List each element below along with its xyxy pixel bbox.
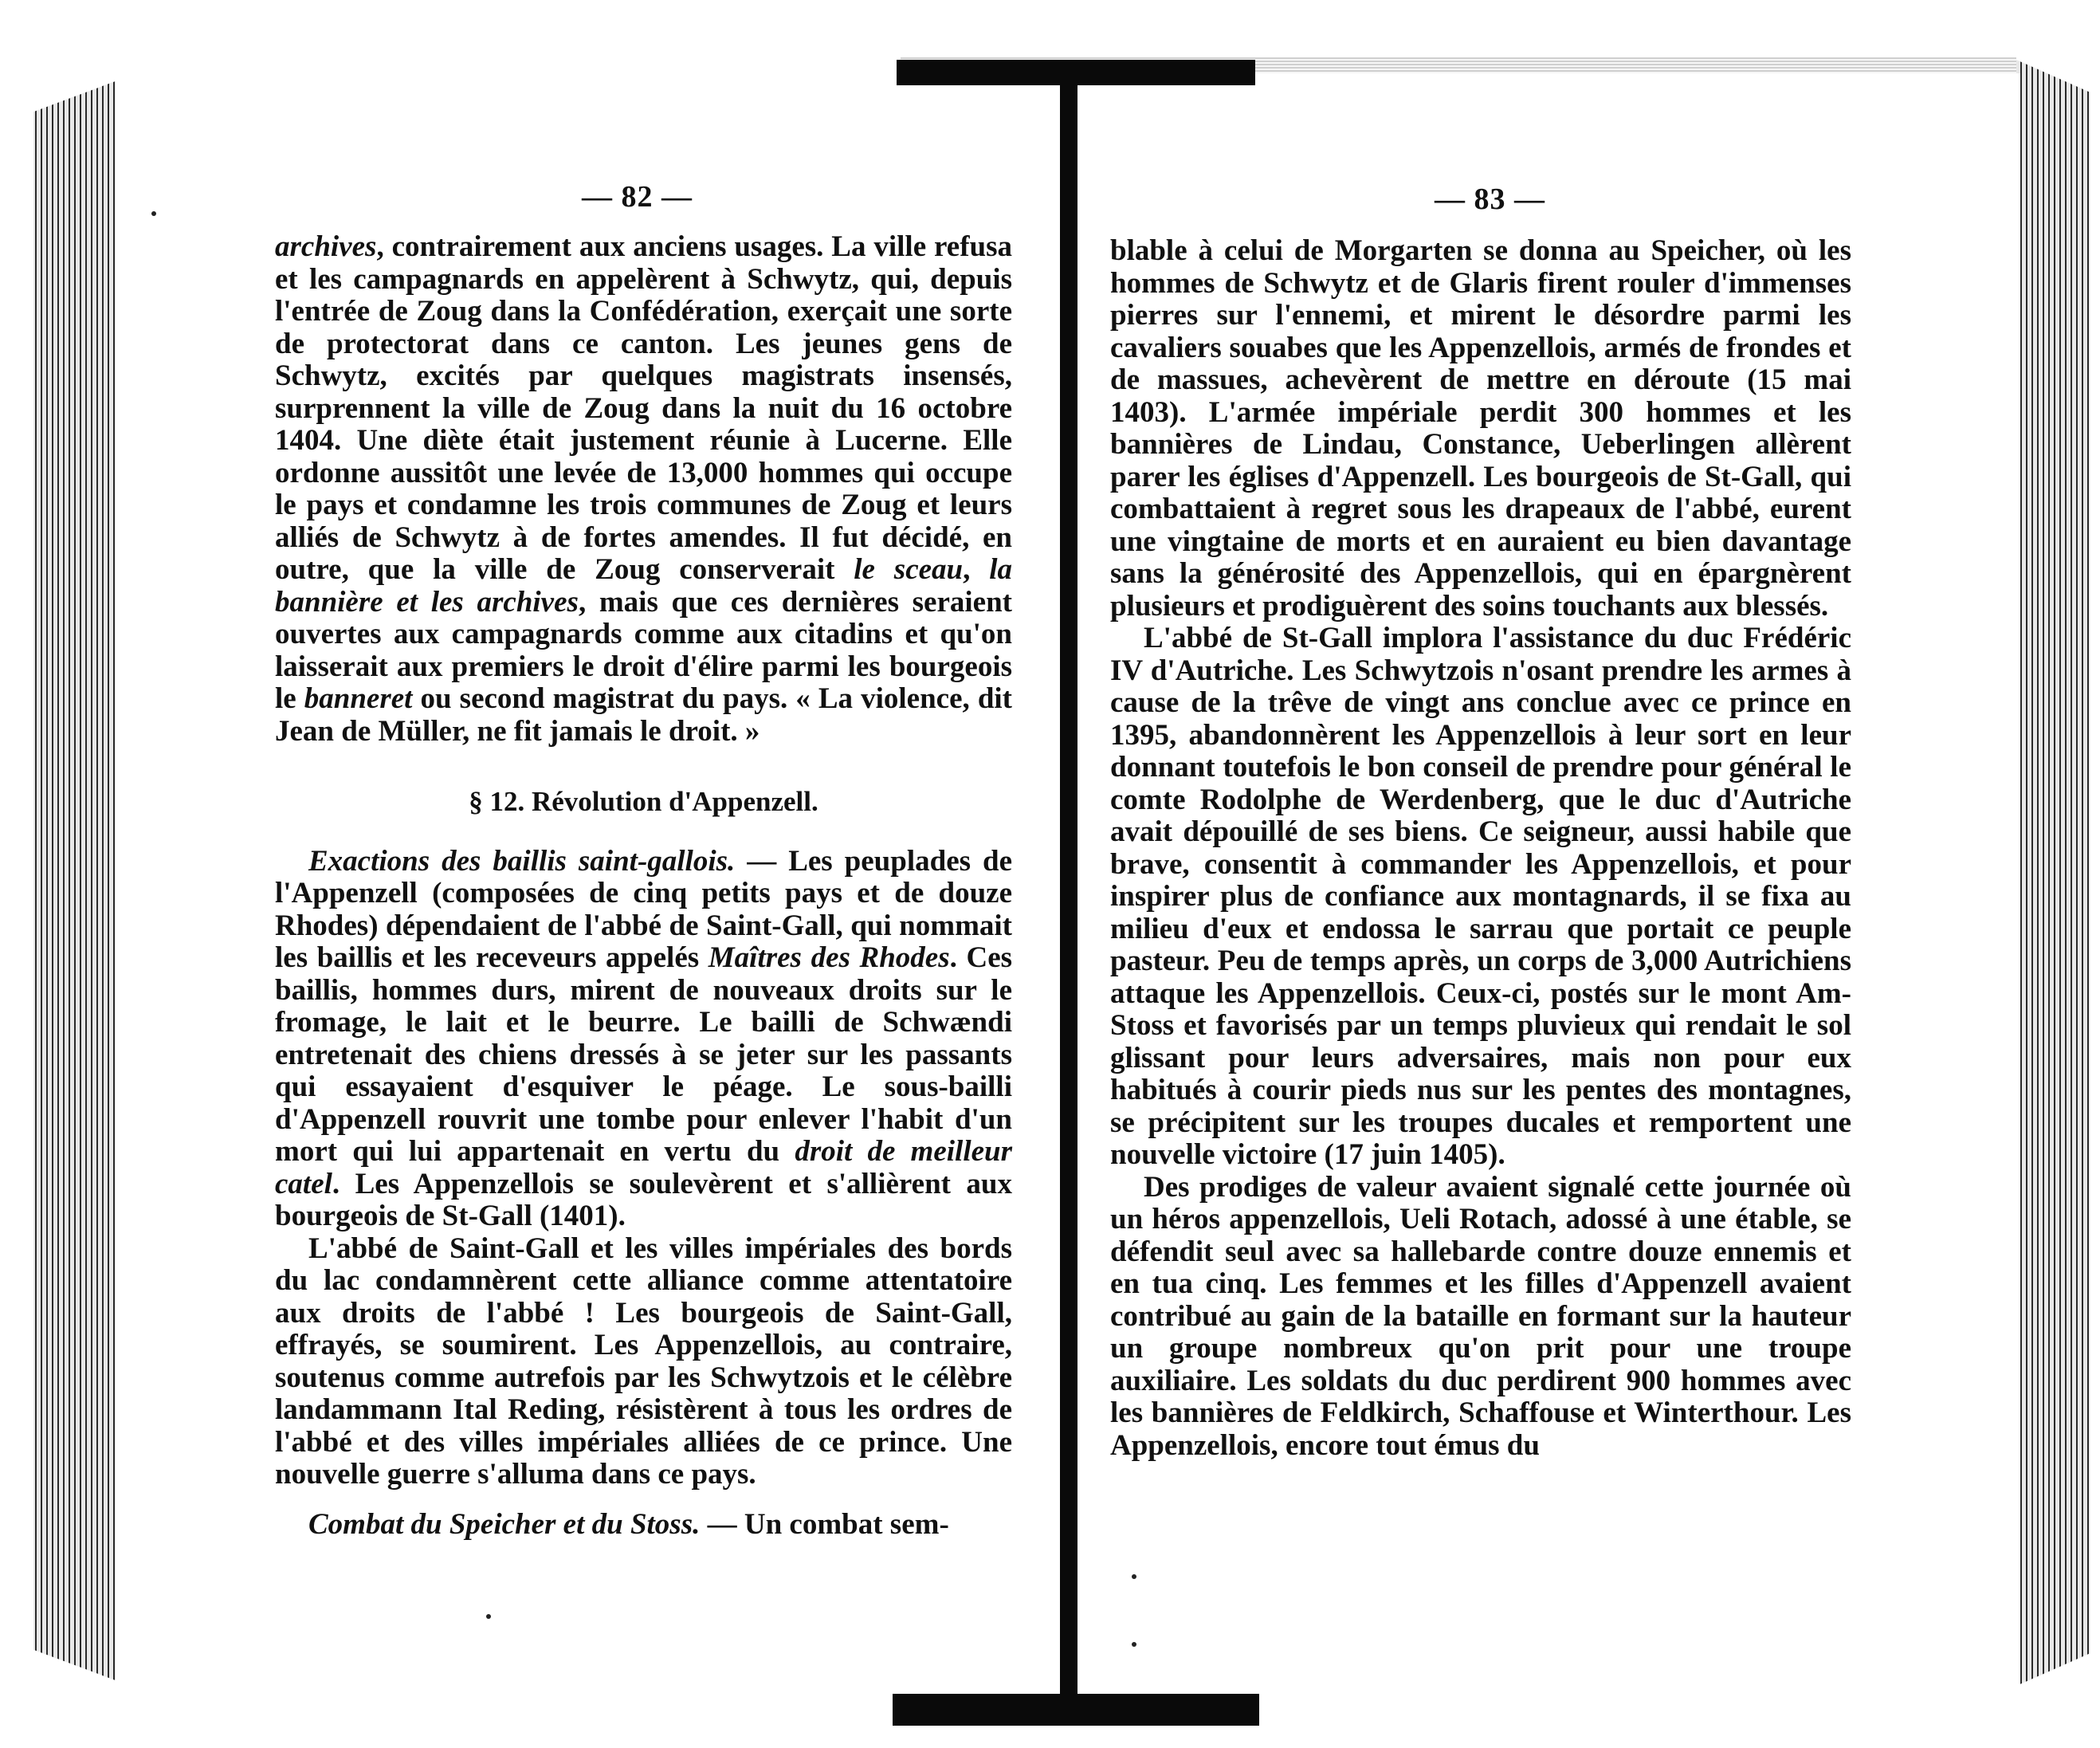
paragraph: blable à celui de Morgarten se donna au Speicher, où les hommes de Schwytz et de Glaris firent rouler d'immenses pierres sur l'ennemi, et mirent le désordre parmi les cavaliers souabes que les Appenzellois, armés de frondes et de massues, achevèrent de mettre en déroute (15 mai 1403). L'armée impériale perdit 300 hommes et les bannières de Lindau, Constance, Ueberlingen allèrent parer les églises d'Appenzell. Les bourgeois de St-Gall, qui combattaient à regret sous les drapeaux de l'abbé, eurent une vingtaine de morts et en auraient eu bien davantage sans la générosité des Appenzellois, qui en épargnèrent plusieurs et prodiguèrent des soins touchants aux blessés. xyxy=(1110,234,1851,623)
right-page-text xyxy=(1110,235,1851,1462)
page-number-right: — 83 — xyxy=(1435,183,1545,216)
italic-term: droit de meilleur catel xyxy=(275,1135,1012,1200)
book-gutter xyxy=(1060,80,1077,1698)
page-number-left: — 82 — xyxy=(582,180,693,214)
run-in-heading: Combat du Speicher et du Stoss. xyxy=(308,1507,701,1541)
scan-speck xyxy=(151,211,156,216)
text-run: . Ces baillis, hommes durs, mirent de nouveaux droits sur le fromage, le lait et le beurre. Le bailli de Schwændi entretenait des chiens dressés à se jeter sur les passants qui essayaient d'esquiver le péage. Le sous-bailli d'Appenzell rouvrit une tombe pour enlever l'habit d'un mort qui lui appartenait en vertu du xyxy=(275,941,1013,1168)
italic-term: Maîtres des Rhodes xyxy=(708,941,950,974)
section-heading: § 12. Révolution d'Appenzell. xyxy=(469,786,818,817)
text-run: . Les Appenzellois se soulevèrent et s'allièrent aux bourgeois de St-Gall (1401). xyxy=(275,1167,1012,1232)
italic-term: archives xyxy=(275,230,377,263)
paragraph xyxy=(275,846,1012,1233)
italic-term: banneret xyxy=(304,682,413,715)
run-in-heading: Exactions des baillis saint-gallois. xyxy=(308,844,736,878)
scan-speck xyxy=(1132,1642,1136,1647)
text-run: , mais que ces dernières seraient ouvertes aux campagnards comme aux citadins et qu'on laisserait aux premiers le droit d'élire parmi les bourgeois le xyxy=(275,585,1012,715)
italic-term: le sceau xyxy=(854,553,964,586)
binding-bottom xyxy=(893,1694,1259,1726)
left-page-block-edge xyxy=(24,80,120,1682)
left-page-text xyxy=(275,231,1012,1541)
paragraph: Des prodiges de valeur avaient signalé cette journée où un héros appenzellois, Ueli Rotach, adossé à une étable, se défendit seul avec sa hallebarde contre douze ennemis et en tua cinq. Les femmes et les filles d'Appenzell avaient contribué au gain de la bataille en formant sur la hauteur un groupe nombreux qu'on prit pour une troupe auxiliaire. Les soldats du duc perdirent 900 hommes avec les bannières de Feldkirch, Schaffouse et Winterthour. Les Appenzellois, encore tout émus du xyxy=(1110,1170,1851,1462)
paragraph xyxy=(275,231,1012,748)
text-run: , xyxy=(963,553,990,586)
text-run: , contrairement aux anciens usages. La ville refusa et les campagnards en appelèrent à Schwytz, qui, depuis l'entrée de Zoug dans la Confédération, exerçait une sorte de protectorat dans ce canton. Les jeunes gens de Schwytz, excités par quelques magistrats insensés, surprennent la ville de Zoug dans la nuit du 16 octobre 1404. Une diète était justement réunie à Lucerne. Elle ordonne aussitôt une levée de 13,000 hommes qui occupe le pays et condamne les trois communes de Zoug et leurs alliés de Schwytz à de fortes amendes. Il fut décidé, en outre, que la ville de Zoug conserverait xyxy=(275,230,1012,586)
scan-speck xyxy=(1132,1574,1136,1579)
text-run: — Un combat sem- xyxy=(700,1507,949,1541)
text-run: — Les peuplades de l'Appenzell (composées de cinq petits pays et de douze Rhodes) dépendaient de l'abbé de Saint-Gall, qui nommait les baillis et les receveurs appelés xyxy=(275,844,1012,974)
paragraph: L'abbé de Saint-Gall et les villes impériales des bords du lac condamnèrent cette alliance comme attentatoire aux droits de l'abbé ! Les bourgeois de Saint-Gall, effrayés, se soumirent. Les Appenzellois, au contraire, soutenus comme autrefois par les Schwytzois et le célèbre landammann Ital Reding, résistèrent à tous les ordres de l'abbé et des villes impériales alliées de ce prince. Une nouvelle guerre s'alluma dans ce pays. xyxy=(275,1231,1012,1491)
right-page-block-edge xyxy=(2016,60,2100,1686)
paragraph xyxy=(275,1509,1012,1542)
text-run: ou second magistrat du pays. « La violence, dit Jean de Müller, ne fit jamais le droit. » xyxy=(275,682,1013,748)
italic-term: la bannière et les archives xyxy=(275,553,1013,619)
scan-speck xyxy=(486,1614,491,1619)
paragraph: L'abbé de St-Gall implora l'assistance du duc Frédéric IV d'Autriche. Les Schwytzois n'osant prendre les armes à cause de la trêve de vingt ans conclue avec ce prince en 1395, abandonnèrent les Appenzellois à leur sort en leur donnant toutefois le bon conseil de prendre pour général le comte Rodolphe de Werdenberg, que le duc d'Autriche avait dépouillé de ses biens. Ce seigneur, aussi habile que brave, consentit à commander les Appenzellois, et pour inspirer plus de confiance aux montagnards, il se fixa au milieu d'eux et endossa le sarrau que portait ce peuple pasteur. Peu de temps après, un corps de 3,000 Autrichiens attaque les Appenzellois. Ceux-ci, postés sur le mont Am-Stoss et favorisés par un temps pluvieux qui rendait le sol glissant pour leurs adversaires, mais non pour eux habitués à courir pieds nus sur les pentes des montagnes, se précipitent sur les troupes ducales et remportent une nouvelle victoire (17 juin 1405). xyxy=(1110,622,1851,1171)
